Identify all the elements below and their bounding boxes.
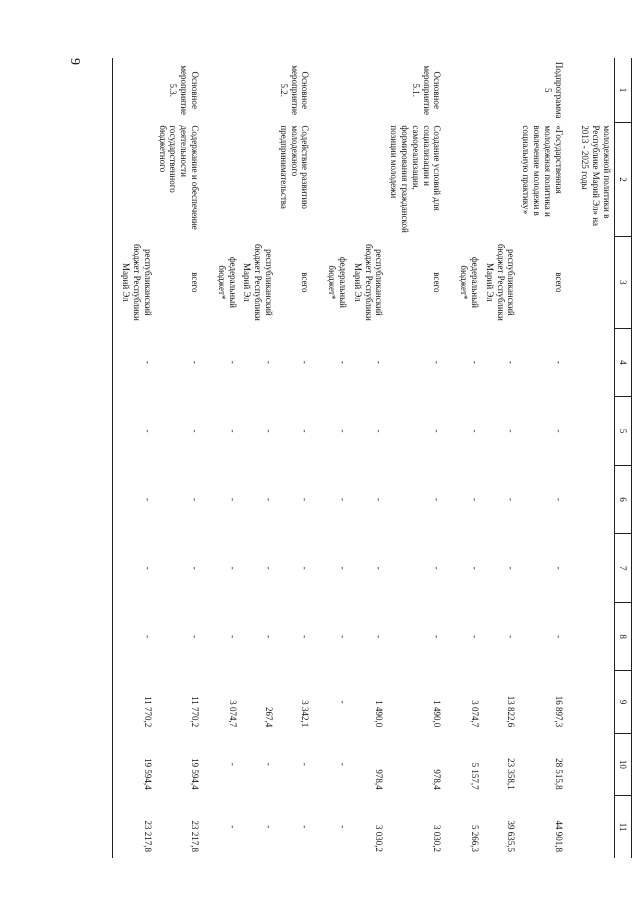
table-header <box>615 58 632 858</box>
table-cell-col2 <box>324 122 350 236</box>
table-cell-col3: всего <box>190 272 201 293</box>
table-cell-col1 <box>350 58 386 122</box>
rule-cell <box>112 602 119 671</box>
table-cell-col3: республиканский бюджет Республики Марий Эл <box>242 243 275 321</box>
table-cell-col5: - <box>374 429 385 433</box>
table-cell-col5: - <box>142 429 153 433</box>
table-row <box>350 58 386 858</box>
table-cell-col3: республиканский бюджет Республики Марий Эл <box>121 243 153 321</box>
table-cell-col5: - <box>470 429 481 433</box>
rule-cell <box>112 671 119 733</box>
table-cell-col9 <box>578 671 615 733</box>
table-cell-col6: - <box>432 498 443 502</box>
table-row <box>276 58 324 858</box>
rule-cell <box>112 122 119 236</box>
table-cell-col5: - <box>264 429 275 433</box>
rule-cell <box>112 465 119 534</box>
table-cell-col3: всего <box>432 272 443 293</box>
table-cell-col10: - <box>227 762 238 766</box>
table-cell-col6: - <box>300 498 311 502</box>
rule-cell <box>112 237 119 328</box>
table-cell-col2 <box>240 122 276 236</box>
column-header-4: 4 <box>615 328 632 397</box>
table-row <box>155 58 214 858</box>
table-cell-col7: - <box>374 566 385 570</box>
table-row <box>456 58 482 858</box>
table-cell-col1 <box>214 58 240 122</box>
table-cell-col10: 978,4 <box>374 769 385 790</box>
table-cell-col6 <box>578 465 615 534</box>
table-cell-col3: всего <box>300 272 311 293</box>
table-cell-col6: - <box>506 498 517 502</box>
table-cell-col3: федеральный бюджет* <box>327 256 349 308</box>
table-cell-col2 <box>350 122 386 236</box>
table-cell-col5: - <box>432 429 443 433</box>
rule-cell <box>112 58 119 122</box>
table-cell-col5: - <box>338 429 349 433</box>
column-header-5: 5 <box>615 397 632 466</box>
table-row <box>578 58 615 858</box>
table-cell-col4: - <box>553 360 564 364</box>
table-cell-col7: - <box>300 566 311 570</box>
table-cell-col3: республиканский бюджет Республики Марий Эл <box>352 243 385 321</box>
column-header-11: 11 <box>615 796 632 858</box>
table-cell-col10: 19 594,4 <box>190 758 201 790</box>
table-cell-col4: - <box>374 360 385 364</box>
table-cell-col10: - <box>300 762 311 766</box>
column-header-3: 3 <box>615 237 632 328</box>
table-cell-col11: 44 901,8 <box>553 820 564 852</box>
table-cell-col5: - <box>300 429 311 433</box>
table-cell-col4: - <box>470 360 481 364</box>
table-cell-col6: - <box>553 498 564 502</box>
table-cell-col9: 1 490,0 <box>374 700 385 728</box>
table-cell-col2: Содействие развитию молодежного предпринимательства <box>278 125 311 209</box>
table-body <box>112 58 614 858</box>
table-cell-col10: 19 594,4 <box>142 758 153 790</box>
table-cell-col6: - <box>264 498 275 502</box>
table-cell-col10: - <box>264 762 275 766</box>
table-cell-col7: - <box>190 566 201 570</box>
table-cell-col10: 28 515,8 <box>553 758 564 790</box>
table-cell-col11: 39 635,5 <box>506 820 517 852</box>
table-cell-col7: - <box>470 566 481 570</box>
rotated-table-sheet <box>112 58 632 858</box>
table-cell-col2 <box>482 122 518 236</box>
table-cell-col7 <box>578 534 615 603</box>
table-cell-col4: - <box>506 360 517 364</box>
table-cell-col4: - <box>300 360 311 364</box>
table-cell-col11 <box>578 796 615 858</box>
table-cell-col6: - <box>338 498 349 502</box>
table-cell-col8: - <box>506 635 517 639</box>
table-cell-col8: - <box>553 635 564 639</box>
table-cell-col4 <box>578 328 615 397</box>
column-header-6: 6 <box>615 465 632 534</box>
column-header-10: 10 <box>615 733 632 795</box>
table-cell-col9: 1 490,0 <box>432 700 443 728</box>
table-cell-col7: - <box>142 566 153 570</box>
table-row <box>482 58 518 858</box>
table-cell-col11: 3 030,2 <box>374 825 385 852</box>
table-cell-col3: федеральный бюджет* <box>459 256 481 308</box>
table-cell-col8: - <box>300 635 311 639</box>
table-cell-col7: - <box>432 566 443 570</box>
table-cell-col4: - <box>190 360 201 364</box>
column-header-8: 8 <box>615 602 632 671</box>
table-cell-col8: - <box>338 635 349 639</box>
table-cell-col8: - <box>227 635 238 639</box>
rule-cell <box>112 397 119 466</box>
table-cell-col1 <box>456 58 482 122</box>
table-cell-col4: - <box>227 360 238 364</box>
table-cell-col8: - <box>470 635 481 639</box>
table-cell-col10 <box>578 733 615 795</box>
rule-cell <box>112 796 119 858</box>
table-cell-col10: 5 157,7 <box>470 762 481 790</box>
table-cell-col1: Основное мероприятие 5.2. <box>278 65 311 116</box>
table-cell-col8: - <box>142 635 153 639</box>
table-cell-col8: - <box>374 635 385 639</box>
table-row <box>214 58 240 858</box>
table-cell-col9: 3 074,7 <box>470 700 481 728</box>
table-cell-col2 <box>119 122 155 236</box>
table-cell-col8: - <box>264 635 275 639</box>
table-cell-col11: - <box>300 825 311 829</box>
table-cell-col9: 11 770,2 <box>142 696 153 728</box>
table-cell-col7: - <box>553 566 564 570</box>
table-cell-col11: 23 217,8 <box>142 820 153 852</box>
column-header-7: 7 <box>615 534 632 603</box>
table-cell-col3: республиканский бюджет Республики Марий Эл <box>484 243 517 321</box>
table-cell-col9: 13 822,6 <box>506 695 517 728</box>
table-cell-col5: - <box>190 429 201 433</box>
table-cell-col3 <box>578 237 615 328</box>
table-cell-col1: Подпрограмма 5 <box>542 61 564 119</box>
table-cell-col7: - <box>227 566 238 570</box>
rule-cell <box>112 328 119 397</box>
table-cell-col9: 267,4 <box>264 707 275 728</box>
table-cell-col1: Основное мероприятие 5.3. <box>168 65 201 116</box>
table-cell-col11: - <box>264 825 275 829</box>
table-cell-col10: 978,4 <box>432 769 443 790</box>
table-row <box>324 58 350 858</box>
table-bottom-rule <box>112 58 119 858</box>
table-cell-col1 <box>482 58 518 122</box>
header-row <box>615 58 632 858</box>
table-cell-col6: - <box>374 498 385 502</box>
table-cell-col4: - <box>142 360 153 364</box>
table-cell-col2: «Государственная молодежная политика и вовлечение молодежи в социальную практику» <box>521 125 564 217</box>
table-cell-col11: 5 266,3 <box>470 825 481 852</box>
table-cell-col9: - <box>338 700 349 704</box>
table-cell-col8 <box>578 602 615 671</box>
table-cell-col5: - <box>506 429 517 433</box>
table-cell-col1: Основное мероприятие 5.1. <box>410 65 443 116</box>
table-cell-col6: - <box>142 498 153 502</box>
table-cell-col2: молодежной политики в Республике Марий Эл» на 2013 - 2025 годы <box>580 125 612 227</box>
table-cell-col8: - <box>190 635 201 639</box>
table-cell-col11: - <box>338 825 349 829</box>
table-cell-col6: - <box>470 498 481 502</box>
table-cell-col8: - <box>432 635 443 639</box>
table-row <box>386 58 456 858</box>
rule-cell <box>112 534 119 603</box>
column-header-9: 9 <box>615 671 632 733</box>
table-cell-col1 <box>578 58 615 122</box>
table-cell-col2 <box>214 122 240 236</box>
table-cell-col7: - <box>506 566 517 570</box>
table-cell-col1 <box>324 58 350 122</box>
table-cell-col4: - <box>264 360 275 364</box>
table-cell-col5 <box>578 397 615 466</box>
table-cell-col6: - <box>227 498 238 502</box>
table-cell-col9: 3 342,1 <box>300 700 311 728</box>
table-row <box>518 58 577 858</box>
table-cell-col10: 23 358,1 <box>506 758 517 790</box>
table-cell-col11: - <box>227 825 238 829</box>
table-cell-col5: - <box>227 429 238 433</box>
table-cell-col11: 23 217,8 <box>190 820 201 852</box>
table-cell-col1 <box>119 58 155 122</box>
table-cell-col4: - <box>432 360 443 364</box>
table-cell-col10: - <box>338 762 349 766</box>
column-header-2: 2 <box>615 122 632 236</box>
table-row <box>240 58 276 858</box>
table-cell-col9: 11 770,2 <box>190 696 201 728</box>
table-cell-col7: - <box>338 566 349 570</box>
table-cell-col2: Содержание и обеспечение деятельности государственного бюджетного <box>157 125 201 230</box>
rule-cell <box>112 733 119 795</box>
table-cell-col3: всего <box>553 272 564 293</box>
financing-table <box>112 58 632 858</box>
column-header-1: 1 <box>615 58 632 122</box>
table-cell-col1 <box>240 58 276 122</box>
table-cell-col2 <box>456 122 482 236</box>
table-row <box>119 58 155 858</box>
table-cell-col9: 3 074,7 <box>227 700 238 728</box>
table-cell-col7: - <box>264 566 275 570</box>
table-cell-col3: федеральный бюджет* <box>216 256 238 308</box>
table-cell-col2: Создание условий для социализации и самореализации, формирования гражданской позиции молодежи <box>389 125 443 233</box>
page-number: 9 <box>67 58 82 65</box>
table-cell-col11: 3 030,2 <box>432 825 443 852</box>
table-cell-col6: - <box>190 498 201 502</box>
table-cell-col5: - <box>553 429 564 433</box>
table-cell-col4: - <box>338 360 349 364</box>
table-cell-col9: 16 897,3 <box>553 695 564 728</box>
